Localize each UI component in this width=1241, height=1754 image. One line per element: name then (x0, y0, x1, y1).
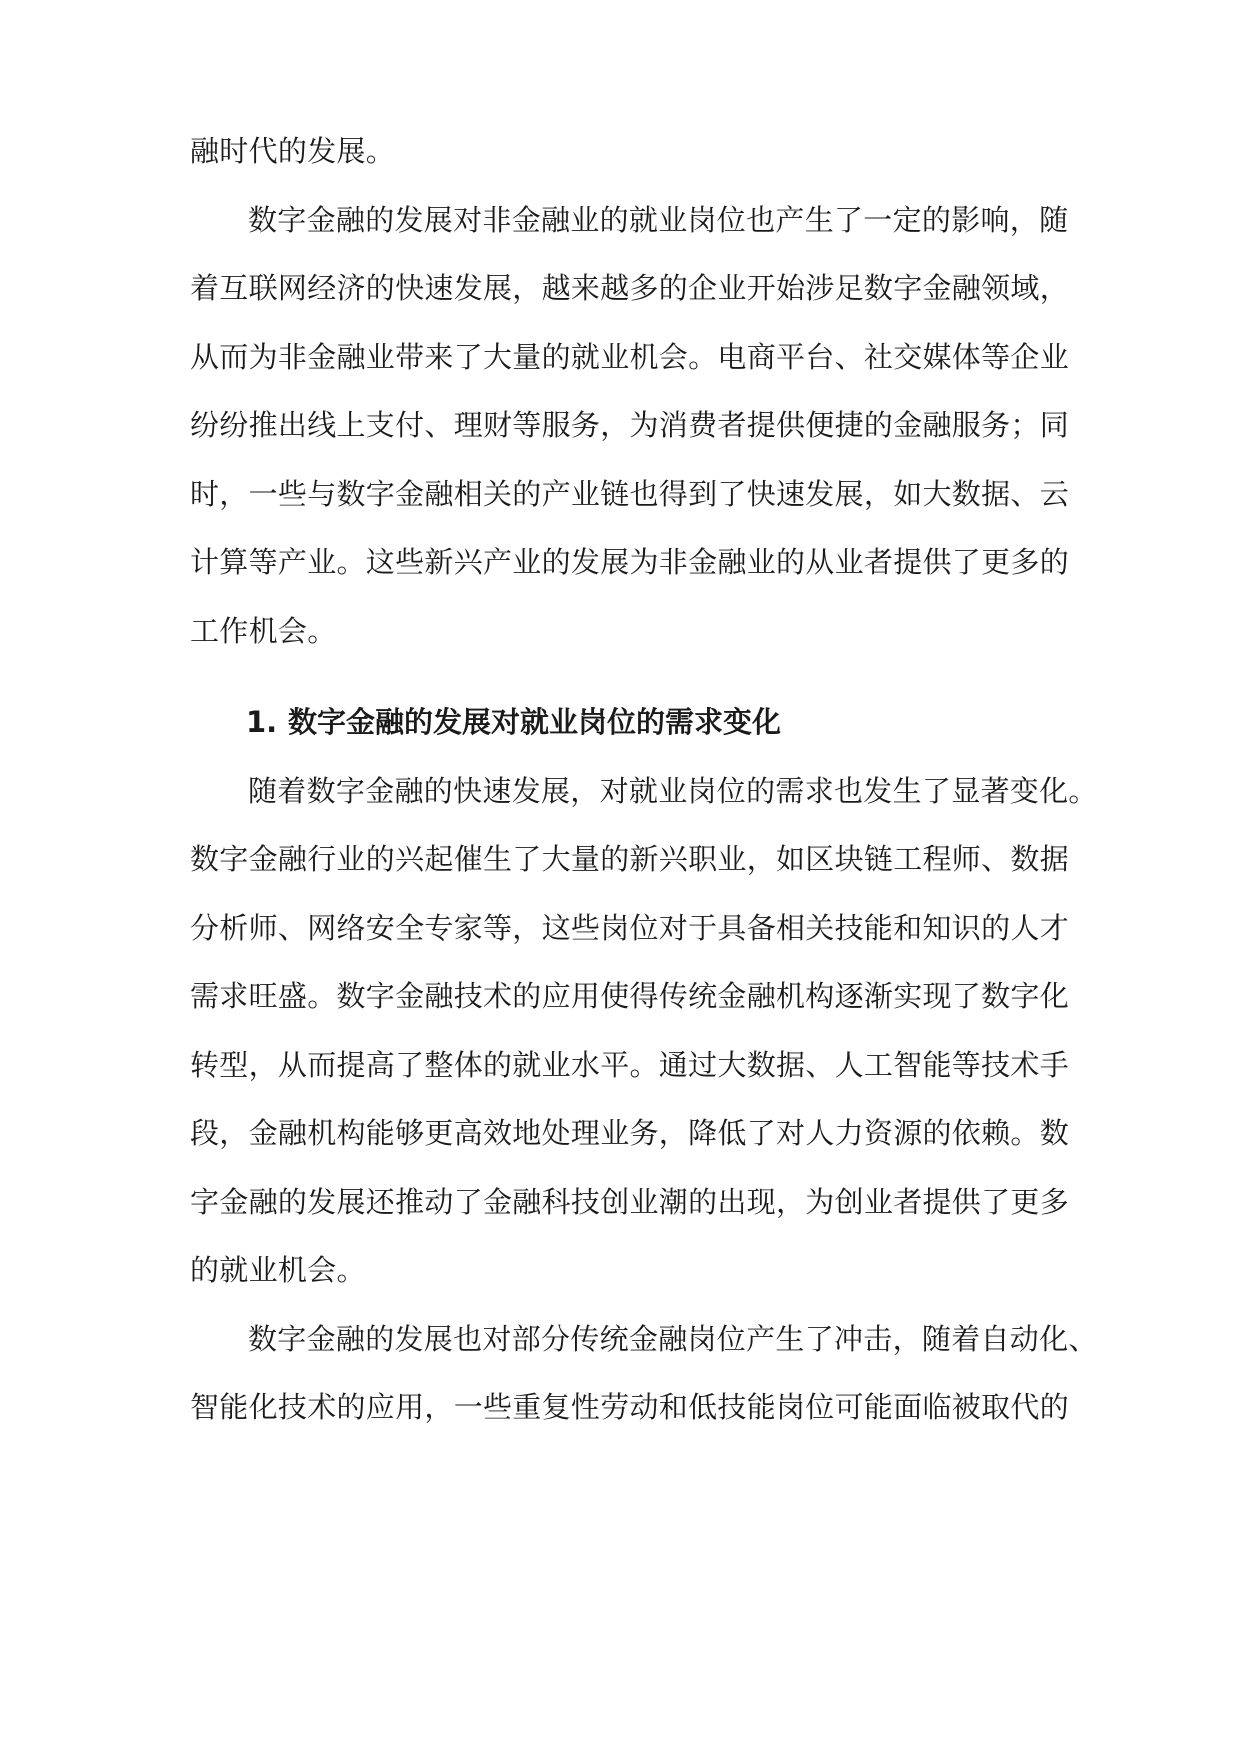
paragraph-line: 计算等产业。这些新兴产业的发展为非金融业的从业者提供了更多的 (190, 545, 1070, 579)
paragraph-line: 转型，从而提高了整体的就业水平。通过大数据、人工智能等技术手 (190, 1048, 1070, 1082)
paragraph-line: 字金融的发展还推动了金融科技创业潮的出现，为创业者提供了更多 (190, 1185, 1070, 1219)
section-title: 数字金融的发展对就业岗位的需求变化 (288, 705, 782, 739)
paragraph-line: 需求旺盛。数字金融技术的应用使得传统金融机构逐渐实现了数字化 (190, 979, 1070, 1013)
paragraph-line: 的就业机会。 (190, 1253, 366, 1287)
section-number: 1. (246, 705, 278, 739)
paragraph-line: 数字金融行业的兴起催生了大量的新兴职业，如区块链工程师、数据 (190, 842, 1070, 876)
paragraph-line: 时，一些与数字金融相关的产业链也得到了快速发展，如大数据、云 (190, 477, 1070, 511)
paragraph-line: 数字金融的发展对非金融业的就业岗位也产生了一定的影响，随 (248, 203, 1069, 237)
paragraph-line: 随着数字金融的快速发展，对就业岗位的需求也发生了显著变化。 (248, 774, 1098, 808)
paragraph-line: 智能化技术的应用，一些重复性劳动和低技能岗位可能面临被取代的 (190, 1390, 1070, 1424)
section-heading (246, 702, 781, 742)
paragraph-line: 数字金融的发展也对部分传统金融岗位产生了冲击，随着自动化、 (248, 1322, 1098, 1356)
paragraph-line: 融时代的发展。 (190, 134, 396, 168)
paragraph-line: 着互联网经济的快速发展，越来越多的企业开始涉足数字金融领域， (190, 271, 1070, 305)
paragraph-line: 段，金融机构能够更高效地处理业务，降低了对人力资源的依赖。数 (190, 1116, 1070, 1150)
paragraph-line: 工作机会。 (190, 614, 337, 648)
paragraph-line: 纷纷推出线上支付、理财等服务，为消费者提供便捷的金融服务；同 (190, 408, 1070, 442)
paragraph-line: 分析师、网络安全专家等，这些岗位对于具备相关技能和知识的人才 (190, 911, 1070, 945)
paragraph-line: 从而为非金融业带来了大量的就业机会。电商平台、社交媒体等企业 (190, 340, 1070, 374)
